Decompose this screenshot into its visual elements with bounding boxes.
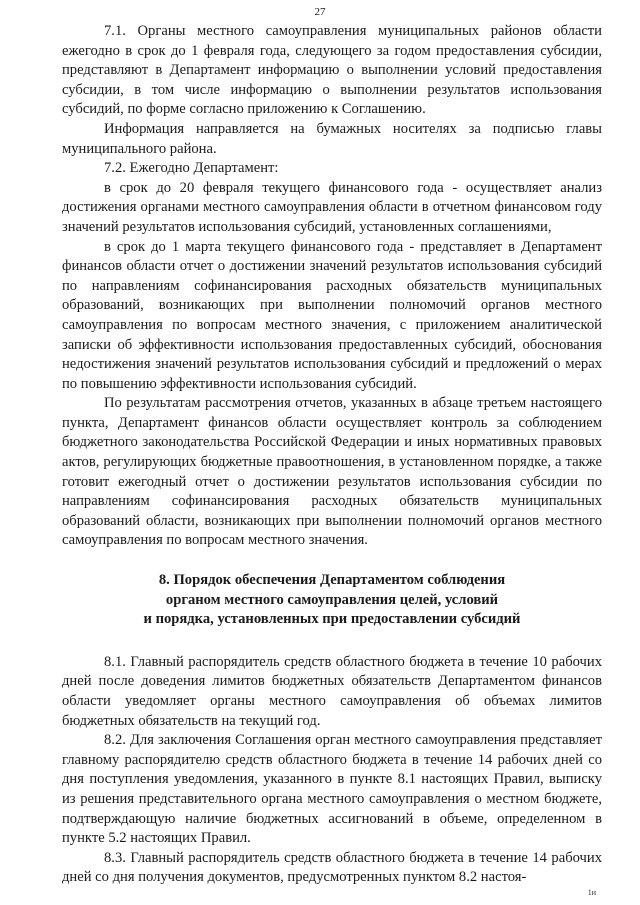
paragraph-7-2-item-1: в срок до 20 февраля текущего финансового года - осуществляет анализ достижения органами местного самоуправления области в отчетном финансовом году значений результатов использования субсидий, установленных соглашениями, (62, 179, 602, 235)
paragraph-7-2-results: По результатам рассмотрения отчетов, указанных в абзаце третьем настоящего пункта, Департамент финансов области осуществляет контроль за соблюдением бюджетного законодательства Российской Федерации и иных нормативных правовых актов, регулирующих бюджетные правоотношения, в установленном порядке, а также готовит ежегодный отчет о достижении результатов использования субсидии по направлениям софинансирования расходных обязательств муниципальных образований области, возникающих при выполнении полномочий органов местного самоуправления по вопросам местного значения. (62, 395, 602, 549)
paragraph-8-1: 8.1. Главный распорядитель средств областного бюджета в течение 10 рабочих дней после доведения лимитов бюджетных обязательств Департаментом финансов области уведомляет органы местного самоуправления об объемах лимитов бюджетных обязательств на текущий год. (62, 653, 602, 729)
section-8-heading-line-1: 8. Порядок обеспечения Департаментом соблюдения (158, 572, 506, 589)
page-number: 27 (314, 6, 326, 18)
section-8-heading (62, 571, 602, 630)
section-8-heading-line-2: органом местного самоуправления целей, условий (165, 591, 499, 608)
paragraph-7-1: 7.1. Органы местного самоуправления муниципальных районов области ежегодно в срок до 1 февраля года, следующего за годом предоставления субсидии, представляют в Департамент информацию о выполнении условий предоставления субсидии, в том числе информацию о выполнении результатов использования субсидий, по форме согласно приложению к Соглашению. (62, 23, 602, 118)
paragraph-7-1-info: Информация направляется на бумажных носителях за подписью главы муниципального района. (62, 120, 602, 157)
paragraph-8-3: 8.3. Главный распорядитель средств областного бюджета в течение 14 рабочих дней со дня получения документов, предусмотренных пунктом 8.2 настоя- (62, 849, 602, 886)
paragraph-7-2: 7.2. Ежегодно Департамент: (104, 160, 279, 177)
paragraph-8-2: 8.2. Для заключения Соглашения орган местного самоуправления представляет главному распорядителю средств областного бюджета в течение 14 рабочих дней со дня поступления уведомления, указанного в пункте 8.1 настоящих Правил, выписку из решения представительного органа местного самоуправления о местном бюджете, подтверждающую наличие бюджетных ассигнований в объеме, определенном в пункте 5.2 настоящих Правил. (62, 732, 602, 847)
paragraph-7-2-item-2: в срок до 1 марта текущего финансового года - представляет в Департамент финансов области отчет о достижении значений результатов использования субсидий по направлениям софинансирования расходных обязательств муниципальных образований, возникающих при выполнении полномочий органов местного самоуправления по вопросам местного значения, с приложением аналитической записки об эффективности использования предоставленных субсидий, обоснования недостижения значений результатов использования субсидий и предложений о мерах по повышению эффективности использования субсидий. (62, 238, 602, 392)
corner-mark: 1и (587, 888, 596, 897)
document-body (62, 22, 602, 888)
section-8-heading-line-3: и порядка, установленных при предоставлении субсидий (143, 611, 521, 628)
